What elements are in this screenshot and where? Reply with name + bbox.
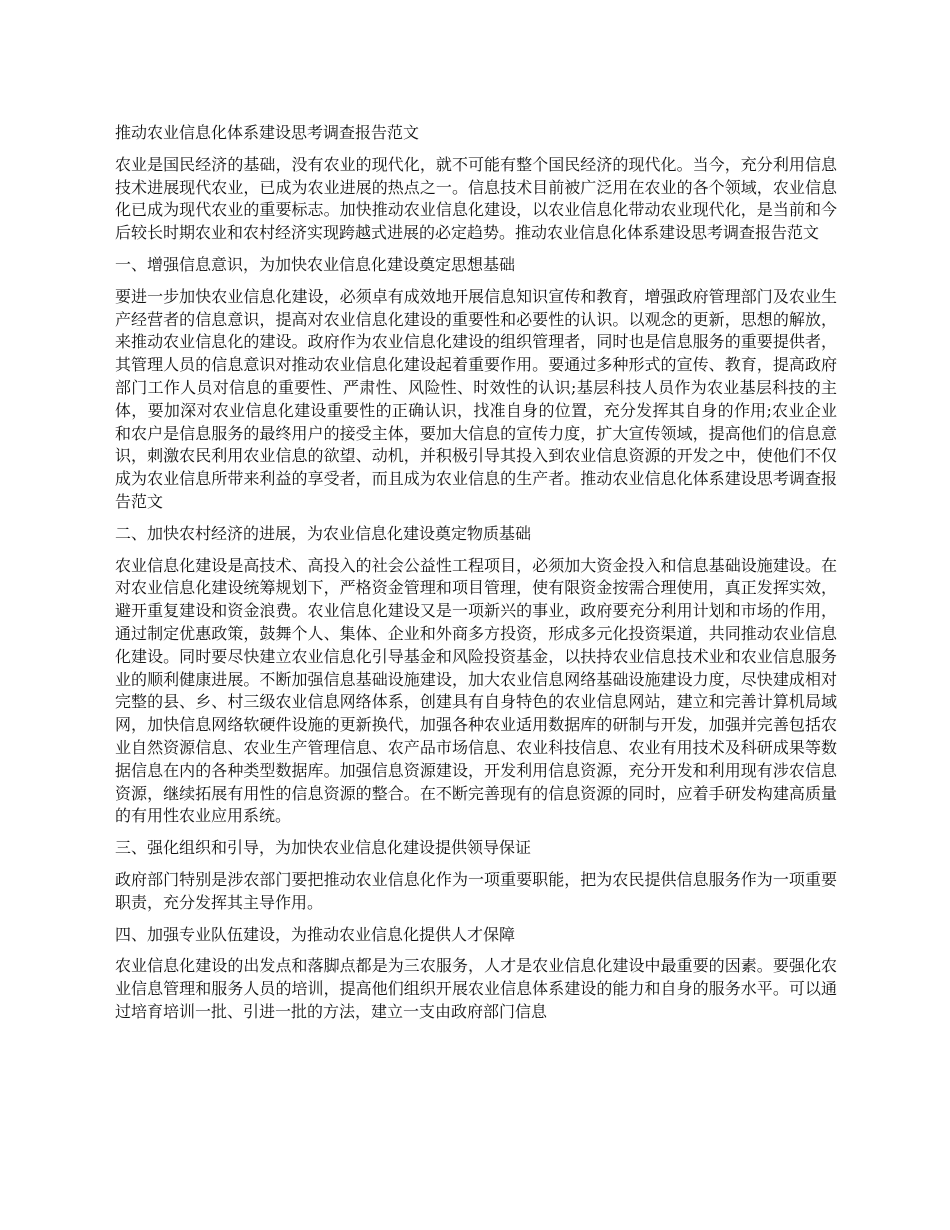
section-heading-3: 三、强化组织和引导，为加快农业信息化建设提供领导保证: [115, 838, 532, 858]
intro-paragraph: 农业是国民经济的基础，没有农业的现代化，就不可能有整个国民经济的现代化。当今，充分利用信息技术进展现代农业，已成为农业进展的热点之一。信息技术目前被广泛用在农业的各个领域，农业信息化已成为现代农业的重要标志。加快推动农业信息化建设，以农业信息化带动农业现代化，是当前和今后较长时期农业和农村经济实现跨越式进展的必定趋势。推动农业信息化体系建设思考调查报告范文: [115, 154, 837, 243]
section-1-paragraph: 要进一步加快农业信息化建设，必须卓有成效地开展信息知识宣传和教育，增强政府管理部门及农业生产经营者的信息意识，提高对农业信息化建设的重要性和必要性的认识。以观念的更新，思想的解放，来推动农业信息化的建设。政府作为农业信息化建设的组织管理者，同时也是信息服务的重要提供者，其管理人员的信息意识对推动农业信息化建设起着重要作用。要通过多种形式的宣传、教育，提高政府部门工作人员对信息的重要性、严肃性、风险性、时效性的认识;基层科技人员作为农业基层科技的主体，要加深对农业信息化建设重要性的正确认识，找准自身的位置，充分发挥其自身的作用;农业企业和农户是信息服务的最终用户的接受主体，要加大信息的宣传力度，扩大宣传领域，提高他们的信息意识，刺激农民利用农业信息的欲望、动机，并积极引导其投入到农业信息资源的开发之中，使他们不仅成为农业信息所带来利益的享受者，而且成为农业信息的生产者。推动农业信息化体系建设思考调查报告范文: [115, 286, 837, 511]
document-title: 推动农业信息化体系建设思考调查报告范文: [115, 123, 420, 142]
section-4-paragraph: 农业信息化建设的出发点和落脚点都是为三农服务，人才是农业信息化建设中最重要的因素。要强化农业信息管理和服务人员的培训，提高他们组织开展农业信息体系建设的能力和自身的服务水平。可以通过培育培训一批、引进一批的方法，建立一支由政府部门信息: [115, 956, 837, 1021]
section-heading-1: 一、增强信息意识，为加快农业信息化建设奠定思想基础: [115, 254, 516, 274]
section-heading-2: 二、加快农村经济的进展，为农业信息化建设奠定物质基础: [115, 523, 532, 543]
section-heading-4: 四、加强专业队伍建设，为推动农业信息化提供人才保障: [115, 924, 516, 944]
section-3-paragraph: 政府部门特别是涉农部门要把推动农业信息化作为一项重要职能，把为农民提供信息服务作为一项重要职责，充分发挥其主导作用。: [115, 869, 837, 912]
section-2-paragraph: 农业信息化建设是高技术、高投入的社会公益性工程项目，必须加大资金投入和信息基础设施建设。在对农业信息化建设统筹规划下，严格资金管理和项目管理，使有限资金按需合理使用，真正发挥实效，避开重复建设和资金浪费。农业信息化建设又是一项新兴的事业，政府要充分利用计划和市场的作用，通过制定优惠政策，鼓舞个人、集体、企业和外商多方投资，形成多元化投资渠道，共同推动农业信息化建设。同时要尽快建立农业信息化引导基金和风险投资基金，以扶持农业信息技术业和农业信息服务业的顺利健康进展。不断加强信息基础设施建设，加大农业信息网络基础设施建设力度，尽快建成相对完整的县、乡、村三级农业信息网络体系，创建具有自身特色的农业信息网站，建立和完善计算机局域网，加快信息网络软硬件设施的更新换代，加强各种农业适用数据库的研制与开发，加强并完善包括农业自然资源信息、农业生产管理信息、农产品市场信息、农业科技信息、农业有用技术及科研成果等数据信息在内的各种类型数据库。加强信息资源建设，开发利用信息资源，充分开发和利用现有涉农信息资源，继续拓展有用性的信息资源的整合。在不断完善现有的信息资源的同时，应着手研发构建高质量的有用性农业应用系统。: [115, 555, 837, 826]
document-page: [115, 122, 837, 1033]
